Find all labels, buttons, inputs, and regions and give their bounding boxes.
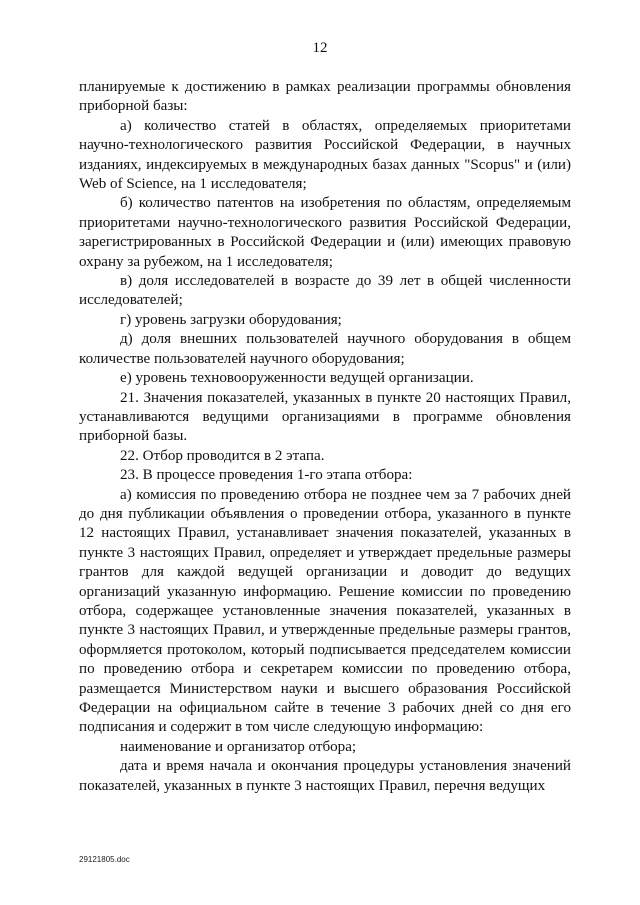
paragraph-clause-21: 21. Значения показателей, указанных в пункте 20 настоящих Правил, устанавливаются ведущими организациями в программе обновления приборной базы. — [79, 389, 571, 445]
paragraph-intro: планируемые к достижению в рамках реализации программы обновления приборной базы: — [79, 79, 571, 115]
paragraph-item-g-equipment-load: г) уровень загрузки оборудования; — [120, 311, 342, 328]
paragraph-selection-name: наименование и организатор отбора; — [120, 738, 357, 755]
footer-file-code: 29121805.doc — [79, 855, 130, 864]
paragraph-clause-22: 22. Отбор проводится в 2 этапа. — [120, 447, 325, 464]
paragraph-clause-23-a: а) комиссия по проведению отбора не позднее чем за 7 рабочих дней до дня публикации объявления о проведении отбора, указанного в пункте 12 настоящих Правил, устанавливает значения показателей, указанных в пункте 3 настоящих Правил, определяет и утверждает предельные размеры грантов для каждой ведущей организации и доводит до ведущих организаций указанную информацию. Решение комиссии по проведению отбора, содержащее установленные значения показателей, указанных в пункте 3 настоящих Правил, и утвержденные предельные размеры грантов, оформляется протоколом, который подписывается председателем комиссии по проведению отбора и секретарем комиссии по проведению отбора, размещается Министерством науки и высшего образования Российской Федерации на официальном сайте в течение 3 рабочих дней со дня его подписания и содержит в том числе следующую информацию: — [79, 486, 571, 736]
paragraph-item-e-equipment-level: е) уровень техновооруженности ведущей организации. — [120, 370, 474, 387]
paragraph-item-v-young-researchers: в) доля исследователей в возрасте до 39 лет в общей численности исследователей; — [79, 273, 571, 309]
page-number: 12 — [312, 40, 328, 56]
document-body — [79, 78, 571, 796]
paragraph-dates-and-times: дата и время начала и окончания процедуры установления значений показателей, указанных в пункте 3 настоящих Правил, перечня ведущих — [79, 758, 571, 794]
paragraph-clause-23: 23. В процессе проведения 1-го этапа отбора: — [120, 467, 413, 484]
paragraph-item-a-articles: а) количество статей в областях, определяемых приоритетами научно-технологического развития Российской Федерации, в научных изданиях, индексируемых в международных базах данных "Scopus" и (или) Web of Science, на 1 исследователя; — [79, 117, 571, 193]
paragraph-item-d-external-users: д) доля внешних пользователей научного оборудования в общем количестве пользователей научного оборудования; — [79, 331, 571, 367]
paragraph-item-b-patents: б) количество патентов на изобретения по областям, определяемым приоритетами научно-технологического развития Российской Федерации, зарегистрированных в Российской Федерации и (или) имеющих правовую охрану за рубежом, на 1 исследователя; — [79, 195, 571, 270]
